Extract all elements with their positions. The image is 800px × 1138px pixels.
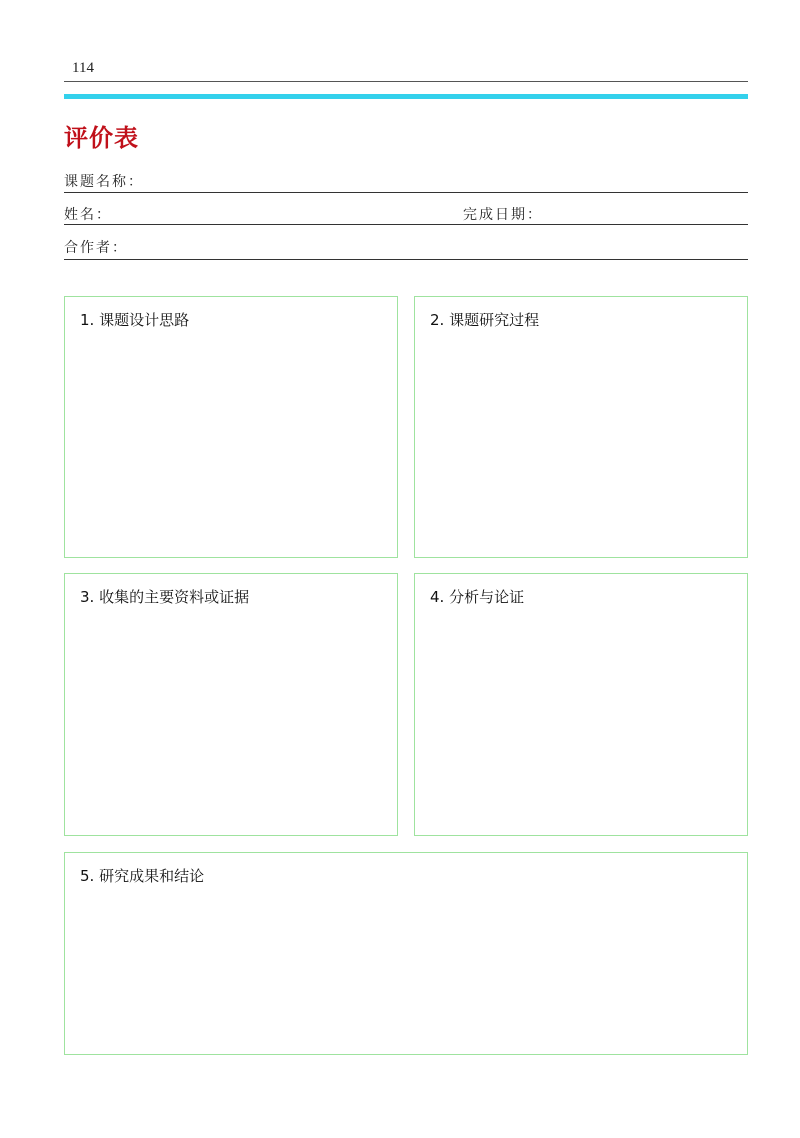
collaborator-label: 合作者： xyxy=(64,240,128,256)
section-title: 4. 分析与论证 xyxy=(430,588,525,606)
date-label: 完成日期： xyxy=(463,207,543,223)
section-box-analysis[interactable] xyxy=(414,573,748,836)
name-label: 姓名： xyxy=(64,207,112,223)
form-title: 评价表 xyxy=(64,124,139,152)
section-title: 1. 课题设计思路 xyxy=(80,311,190,329)
page-number: 114 xyxy=(72,60,94,76)
section-title: 3. 收集的主要资料或证据 xyxy=(80,588,250,606)
topic-label: 课题名称： xyxy=(64,174,144,190)
section-box-evidence[interactable] xyxy=(64,573,398,836)
name-date-field-line[interactable] xyxy=(64,224,748,225)
section-title: 2. 课题研究过程 xyxy=(430,311,540,329)
collaborator-field-line[interactable] xyxy=(64,259,748,260)
section-box-process[interactable] xyxy=(414,296,748,558)
topic-field-line[interactable] xyxy=(64,192,748,193)
header-accent-bar xyxy=(64,94,748,99)
section-box-results[interactable] xyxy=(64,852,748,1055)
header-rule xyxy=(64,81,748,82)
section-box-design[interactable] xyxy=(64,296,398,558)
section-title: 5. 研究成果和结论 xyxy=(80,867,205,885)
